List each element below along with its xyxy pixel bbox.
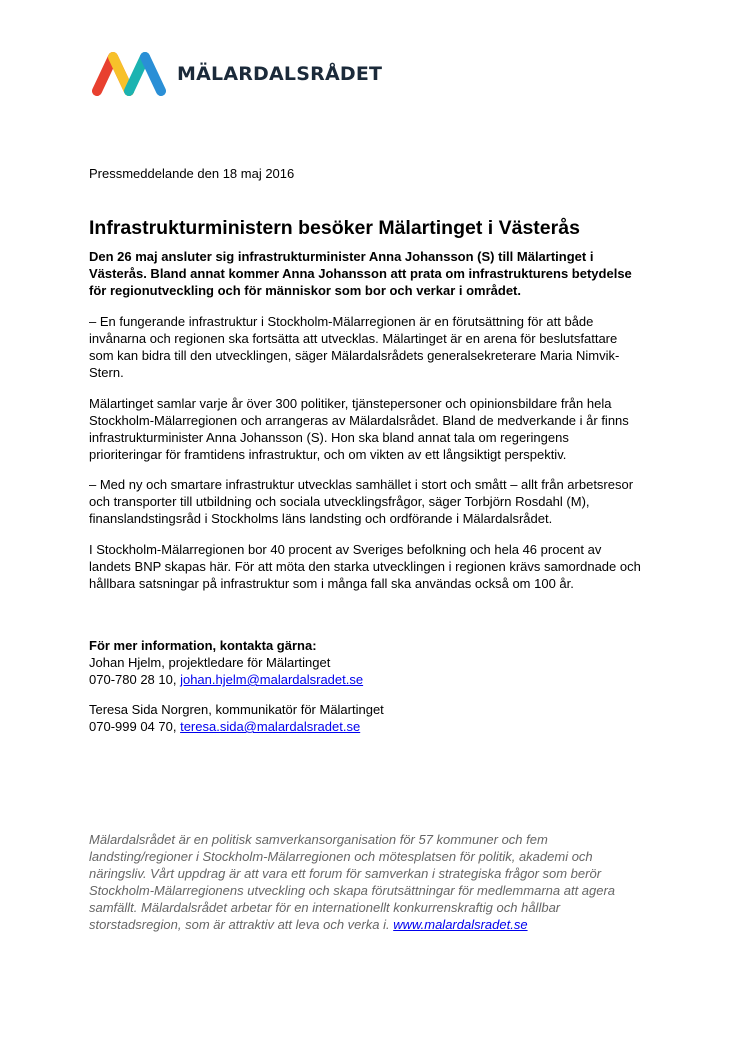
text-line: Stockholm-Mälarregionen och arrangeras av Mälardalsrådet. Bland de medverkande i år finns [89, 413, 629, 428]
body-paragraph-2 [89, 395, 659, 463]
contact-phone-2: 070-999 04 70, [89, 719, 181, 734]
contact-block [89, 637, 659, 688]
malardalsradet-logo [91, 50, 382, 96]
contact-line-1 [89, 671, 659, 688]
text-line: Den 26 maj ansluter sig infrastrukturminister Anna Johansson (S) till Mälartinget i [89, 249, 594, 264]
text-line: som kan bidra till den utvecklingen, säger Mälardalsrådets generalsekreterare Maria Nimvik- [89, 348, 620, 363]
contact-line-2 [89, 718, 659, 735]
text-line: Västerås. Bland annat kommer Anna Johansson att prata om infrastrukturens betydelse [89, 266, 632, 281]
text-line: finanslandstingsråd i Stockholms läns landsting och ordförande i Mälardalsrådet. [89, 511, 553, 526]
website-link[interactable]: www.malardalsradet.se [393, 917, 528, 932]
text-line: Mälartinget samlar varje år över 300 politiker, tjänstepersoner och opinionsbildare från hela [89, 396, 612, 411]
text-line: landets BNP skapas här. För att möta den starka utvecklingen i regionen krävs samordnade och [89, 559, 641, 574]
footer-line: Mälardalsrådet är en politisk samverkansorganisation för 57 kommuner och fem [89, 832, 548, 847]
logo-mark-icon [91, 50, 169, 96]
text-line: för regionutveckling och för människor som bor och verkar i området. [89, 283, 521, 298]
footer-line: landsting/regioner i Stockholm-Mälarregionen och mötesplatsen för politik, akademi och [89, 849, 593, 864]
text-line: I Stockholm-Mälarregionen bor 40 procent av Sveriges befolkning och hela 46 procent av [89, 542, 602, 557]
email-link-teresa[interactable]: teresa.sida@malardalsradet.se [180, 719, 361, 734]
logo-wordmark: MÄLARDALSRÅDET [177, 63, 383, 85]
email-link-johan[interactable]: johan.hjelm@malardalsradet.se [180, 672, 364, 687]
body-paragraph-4 [89, 541, 659, 592]
text-line: invånarna och regionen ska fortsätta att utvecklas. Mälartinget är en arena för beslutsfattare [89, 331, 618, 346]
contact-phone-1: 070-780 28 10, [89, 672, 181, 687]
text-line: hållbara satsningar på infrastruktur som i många fall ska användas också om 100 år. [89, 576, 574, 591]
text-line: och transporter till utbildning och sociala utvecklingsfrågor, säger Torbjörn Rosdahl (M), [89, 494, 590, 509]
text-line: – En fungerande infrastruktur i Stockholm-Mälarregionen är en förutsättning för att både [89, 314, 594, 329]
footer-line: samfällt. Mälardalsrådet arbetar för en internationellt konkurrenskraftig och hållbar [89, 900, 561, 915]
text-line: Stern. [89, 365, 124, 380]
footer-last-line [89, 916, 659, 933]
footer-line: näringsliv. Vårt uppdrag är att vara ett forum för samverkan i strategiska frågor som berör [89, 866, 602, 881]
text-line: infrastrukturminister Anna Johansson (S). Hon ska bland annat tala om regeringens [89, 430, 569, 445]
footer-line: storstadsregion, som är attraktiv att leva och verka i. [89, 917, 394, 932]
quote-paragraph-3 [89, 476, 659, 527]
dateline: Pressmeddelande den 18 maj 2016 [89, 166, 295, 181]
contact-block-2 [89, 701, 659, 735]
lead-paragraph [89, 248, 659, 299]
contact-person-1: Johan Hjelm, projektledare för Mälartinget [89, 655, 331, 670]
contact-heading: För mer information, kontakta gärna: [89, 638, 317, 653]
footer-line: Stockholm-Mälarregionens utveckling och skapa förutsättningar för medlemmarna att agera [89, 883, 616, 898]
text-line: prioriteringar för framtidens infrastruktur, och om vikten av ett långsiktigt perspektiv. [89, 447, 567, 462]
page-title: Infrastrukturministern besöker Mälartinget i Västerås [89, 217, 580, 239]
text-line: – Med ny och smartare infrastruktur utvecklas samhället i stort och smått – allt från arbetsresor [89, 477, 634, 492]
contact-person-2: Teresa Sida Norgren, kommunikatör för Mälartinget [89, 702, 384, 717]
organisation-footer [89, 831, 659, 933]
quote-paragraph-1 [89, 313, 659, 381]
